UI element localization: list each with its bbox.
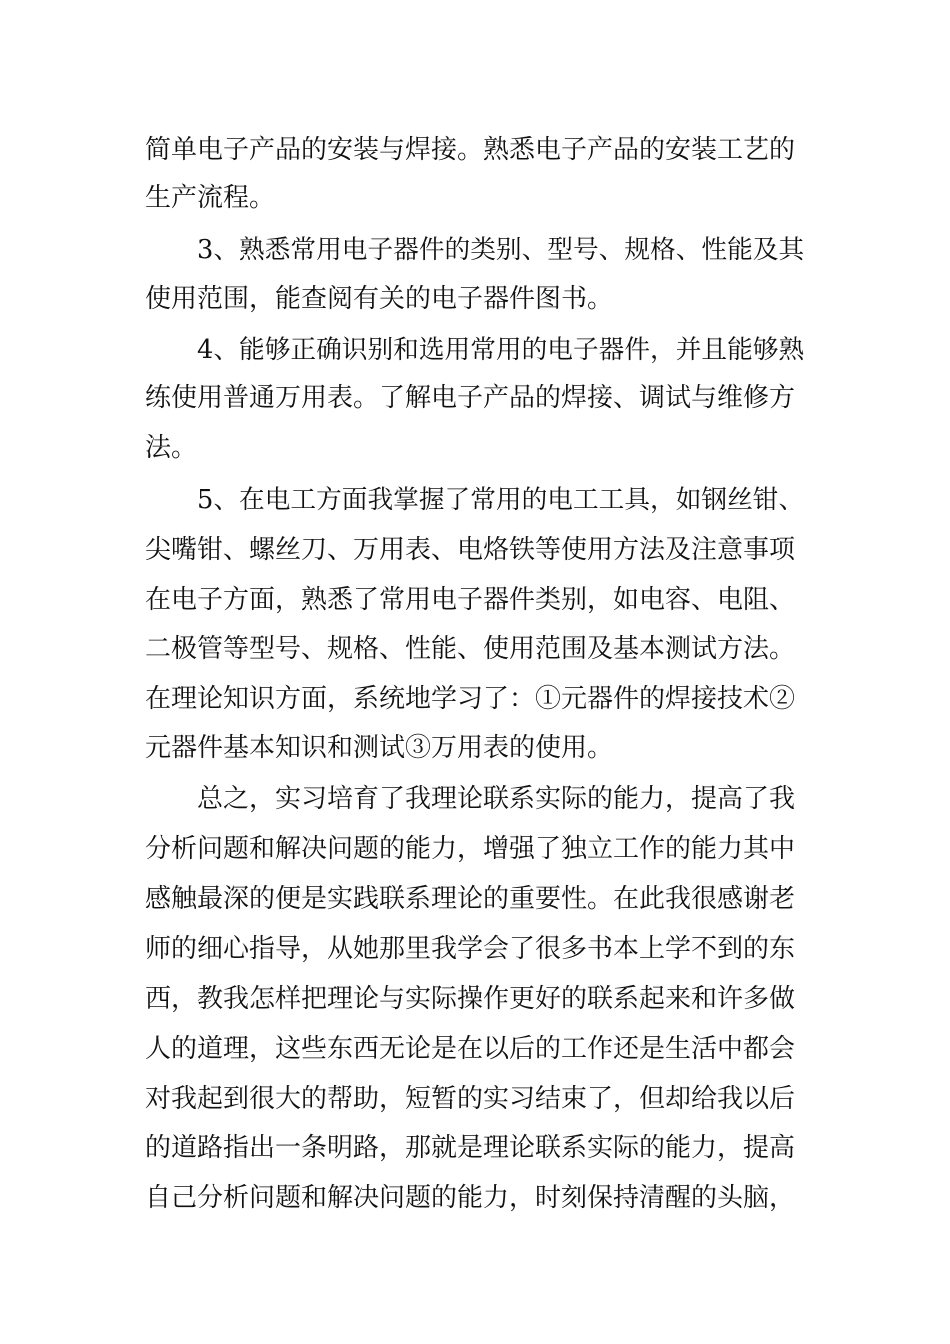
text-line: 分析问题和解决问题的能力，增强了独立工作的能力其中 xyxy=(145,834,796,864)
text-line: 在理论知识方面，系统地学习了：①元器件的焊接技术② xyxy=(145,684,796,714)
text-line: 使用范围，能查阅有关的电子器件图书。 xyxy=(145,284,614,314)
text-line: 法。 xyxy=(145,433,198,463)
text-line: 对我起到很大的帮助，短暂的实习结束了，但却给我以后 xyxy=(145,1084,796,1114)
text-line: 4、能够正确识别和选用常用的电子器件，并且能够熟 xyxy=(197,335,805,365)
text-line: 3、熟悉常用电子器件的类别、型号、规格、性能及其 xyxy=(197,235,805,265)
text-line: 人的道理，这些东西无论是在以后的工作还是生活中都会 xyxy=(145,1034,796,1064)
text-line: 的道路指出一条明路，那就是理论联系实际的能力，提高 xyxy=(145,1133,796,1163)
text-line: 元器件基本知识和测试③万用表的使用。 xyxy=(145,733,614,763)
text-line: 自己分析问题和解决问题的能力，时刻保持清醒的头脑， xyxy=(145,1183,796,1213)
text-line: 师的细心指导，从她那里我学会了很多书本上学不到的东 xyxy=(145,934,796,964)
text-line: 在电子方面，熟悉了常用电子器件类别，如电容、电阻、 xyxy=(145,585,796,615)
text-line: 总之，实习培育了我理论联系实际的能力，提高了我 xyxy=(197,784,796,814)
text-line: 尖嘴钳、螺丝刀、万用表、电烙铁等使用方法及注意事项 xyxy=(145,535,796,565)
text-line: 练使用普通万用表。了解电子产品的焊接、调试与维修方 xyxy=(145,383,796,413)
text-line: 西，教我怎样把理论与实际操作更好的联系起来和许多做 xyxy=(145,984,796,1014)
text-line: 5、在电工方面我掌握了常用的电工工具，如钢丝钳、 xyxy=(197,485,805,515)
text-line: 生产流程。 xyxy=(145,183,276,213)
text-line: 简单电子产品的安装与焊接。熟悉电子产品的安装工艺的 xyxy=(145,135,796,165)
text-line: 感触最深的便是实践联系理论的重要性。在此我很感谢老 xyxy=(145,884,796,914)
text-line: 二极管等型号、规格、性能、使用范围及基本测试方法。 xyxy=(145,634,796,664)
